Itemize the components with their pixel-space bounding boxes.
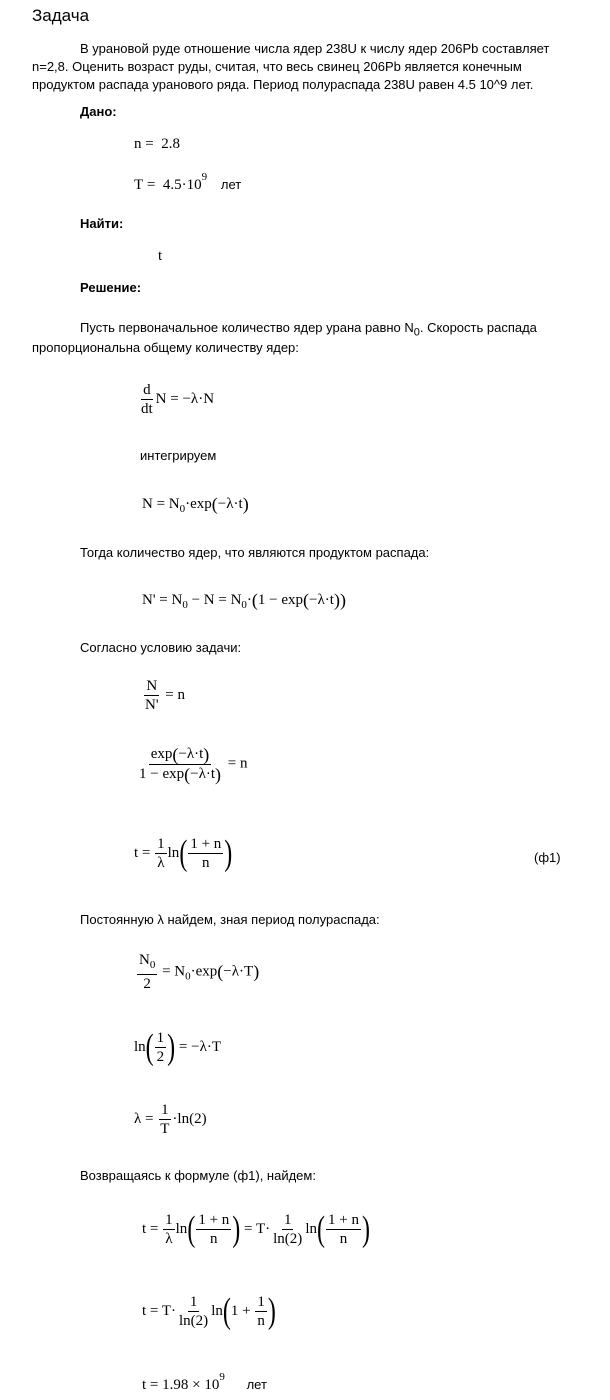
sub-zero: 0 bbox=[185, 970, 191, 983]
paren: )) bbox=[333, 590, 346, 610]
eq-rhs: = −λ·T bbox=[175, 1038, 222, 1055]
frac-num: 1 bbox=[156, 1030, 165, 1046]
eq-lhs: t = T· bbox=[142, 1302, 177, 1319]
lambda-text: Постоянную λ найдем, зная период полураспада: bbox=[80, 912, 380, 927]
frac-N-Np bbox=[143, 678, 161, 713]
eq-result bbox=[142, 1371, 267, 1394]
paren: ) bbox=[203, 744, 210, 765]
frac-den: n bbox=[257, 1313, 265, 1329]
frac-den: ln(2) bbox=[273, 1231, 303, 1247]
eq-ratio-exp bbox=[136, 744, 248, 785]
ln-fn: ln bbox=[167, 844, 180, 861]
eq-t-simplified bbox=[142, 1294, 276, 1329]
eq-ratio bbox=[142, 678, 185, 713]
frac-num: 1 + n bbox=[327, 1212, 359, 1228]
paren: ) bbox=[267, 1292, 276, 1331]
solution-intro-line2: пропорциональна общему количеству ядер: bbox=[32, 340, 299, 355]
frac-1-2 bbox=[155, 1030, 167, 1065]
exp-fn: ·exp bbox=[190, 963, 218, 980]
frac-1-T bbox=[158, 1102, 171, 1137]
integrate-label: интегрируем bbox=[140, 448, 217, 463]
paren: ) bbox=[215, 764, 222, 785]
frac-1-lambda bbox=[163, 1212, 175, 1247]
frac-den bbox=[137, 765, 223, 783]
page-title: Задача bbox=[32, 6, 90, 25]
paren: ( bbox=[303, 590, 310, 610]
frac-den: T bbox=[160, 1121, 170, 1137]
frac-num: d bbox=[143, 382, 151, 398]
given-T-mantissa: 4.5·10 bbox=[162, 177, 202, 193]
frac-N0-2 bbox=[137, 952, 157, 992]
intro-text-2: . Скорость распада bbox=[419, 320, 537, 335]
exp-fn: exp bbox=[150, 746, 173, 762]
frac-1pn-n bbox=[326, 1212, 361, 1247]
eq-half-life bbox=[136, 952, 259, 992]
paren: ( bbox=[179, 834, 188, 873]
given-n: n = 2.8 bbox=[134, 136, 180, 152]
eq-rhs: = n bbox=[161, 686, 186, 703]
eq-lambda bbox=[134, 1102, 207, 1137]
frac-num: $N_0$ bbox=[137, 952, 157, 975]
frac-den: 2 bbox=[143, 976, 151, 992]
f1-label: (ф1) bbox=[534, 850, 561, 865]
eq-rhs: N = −λ·N bbox=[155, 390, 215, 407]
frac-1-ln2 bbox=[177, 1294, 210, 1329]
paren: ( bbox=[251, 590, 258, 610]
frac-den: n bbox=[210, 1231, 218, 1247]
eq-lhs: N = N bbox=[142, 495, 180, 512]
eq-product: $N' = N_0 - N = N_0\cdot(1 - \exp(-\lambda\cdot t))$ bbox=[142, 590, 346, 611]
eq-lhs: N' = N bbox=[142, 591, 183, 608]
ln-fn: ln bbox=[211, 1302, 223, 1319]
eq-decay-law bbox=[142, 494, 249, 515]
eq-lhs: t = bbox=[134, 844, 151, 861]
exp-fn: ·exp bbox=[185, 495, 212, 512]
frac-den: n bbox=[339, 1231, 348, 1247]
given-T-lhs: T bbox=[134, 177, 144, 193]
find-var: t bbox=[158, 248, 163, 264]
paren: ( bbox=[211, 494, 218, 514]
given-n-lhs: n bbox=[134, 136, 142, 152]
intro-sub: 0 bbox=[413, 326, 420, 339]
eq-rhs: = n bbox=[224, 755, 248, 772]
paren: ) bbox=[242, 494, 249, 514]
given-heading: Дано: bbox=[80, 104, 117, 119]
given-T-exponent: 9 bbox=[201, 171, 208, 183]
result-mantissa: t = 1.98 × 10 bbox=[142, 1377, 220, 1393]
ln-fn: ln bbox=[305, 1220, 317, 1237]
paren: ) bbox=[167, 1028, 176, 1067]
frac-1-lambda bbox=[155, 836, 167, 871]
frac-1-n bbox=[255, 1294, 267, 1329]
paren: ) bbox=[361, 1210, 370, 1249]
frac-den: λ bbox=[157, 855, 165, 871]
return-text: Возвращаясь к формуле (ф1), найдем: bbox=[80, 1168, 316, 1183]
solution-intro bbox=[80, 320, 537, 339]
exp-arg: −λ·t bbox=[190, 765, 216, 782]
frac-1pn-n bbox=[188, 836, 223, 871]
sub-zero: 0 bbox=[179, 502, 186, 515]
frac-num: 1 bbox=[161, 1102, 169, 1118]
frac-num: 1 bbox=[283, 1212, 292, 1228]
paren: ( bbox=[172, 744, 179, 765]
frac-num: 1 bbox=[257, 1294, 265, 1310]
frac-num: 1 + n bbox=[190, 836, 222, 852]
eq-mid: = T· bbox=[240, 1220, 271, 1237]
frac-den: ln(2) bbox=[179, 1313, 209, 1329]
one-minus-exp: 1 − exp bbox=[139, 765, 185, 782]
frac-1pn-n bbox=[196, 1212, 231, 1247]
frac-den: n bbox=[202, 855, 210, 871]
paren: ( bbox=[217, 961, 224, 982]
paren: ( bbox=[222, 1292, 231, 1331]
paren: ( bbox=[316, 1210, 325, 1249]
exp-arg: −λ·t bbox=[178, 746, 204, 762]
problem-statement bbox=[32, 40, 580, 94]
exp-arg: −λ·T bbox=[223, 963, 254, 980]
eq-lhs: t = bbox=[142, 1220, 159, 1237]
frac-num: 1 bbox=[165, 1212, 173, 1228]
frac-1-ln2 bbox=[271, 1212, 304, 1247]
given-T: $T = 4.5\cdot 10^9$ лет bbox=[134, 171, 242, 193]
frac-d-dt bbox=[139, 382, 155, 417]
eq-f1 bbox=[134, 836, 232, 871]
paren: ) bbox=[253, 961, 260, 982]
frac-den: N' bbox=[145, 697, 159, 713]
exp-arg: −λ·t bbox=[217, 495, 243, 512]
ln-fn: ln bbox=[134, 1038, 146, 1055]
given-n-value: 2.8 bbox=[161, 136, 180, 152]
ln2-tail: ·ln(2) bbox=[172, 1110, 207, 1127]
frac-den: dt bbox=[141, 401, 153, 417]
eq-differential bbox=[138, 382, 214, 417]
frac-num: 1 bbox=[189, 1294, 198, 1310]
sub-zero: 0 bbox=[241, 598, 247, 611]
eq-rhs: = N bbox=[158, 963, 186, 980]
eq-t-expanded bbox=[142, 1212, 370, 1247]
eq-mid: − N = N bbox=[187, 591, 242, 608]
paren: ( bbox=[145, 1028, 154, 1067]
frac-num: 1 bbox=[157, 836, 165, 852]
sub-zero: 0 bbox=[182, 598, 188, 611]
one-minus-exp: 1 − exp bbox=[257, 591, 304, 608]
paren: ) bbox=[224, 834, 233, 873]
find-heading: Найти: bbox=[80, 216, 124, 231]
product-text: Тогда количество ядер, что являются продуктом распада: bbox=[80, 545, 430, 560]
ln-fn: ln bbox=[175, 1220, 188, 1237]
problem-text: В урановой руде отношение числа ядер 238U к числу ядер 206Pb составляет n=2,8. Оценить возраст руды, считая, что весь свинец 206Pb является конечным продуктом распада уранового ряда. Период полураспада 238U равен 4.5 10^9 лет. bbox=[32, 41, 550, 92]
frac-den: λ bbox=[165, 1231, 173, 1247]
one-plus: 1 + bbox=[230, 1302, 251, 1319]
paren: ) bbox=[232, 1210, 241, 1249]
frac-den: 2 bbox=[156, 1049, 165, 1065]
eq-ln-half bbox=[134, 1030, 221, 1065]
frac-num: 1 + n bbox=[198, 1212, 230, 1228]
paren: ( bbox=[184, 764, 191, 785]
frac-num: N bbox=[146, 678, 158, 694]
frac-num bbox=[149, 746, 212, 765]
sub-zero: 0 bbox=[149, 959, 156, 971]
frac-exp bbox=[137, 744, 223, 785]
condition-text: Согласно условию задачи: bbox=[80, 640, 242, 655]
paren: ( bbox=[187, 1210, 196, 1249]
result-unit: лет bbox=[246, 1377, 267, 1392]
intro-text-1: Пусть первоначальное количество ядер урана равно N bbox=[80, 320, 414, 335]
exp-arg: −λ·t bbox=[309, 591, 334, 608]
result-exponent: 9 bbox=[219, 1371, 225, 1383]
given-T-unit: лет bbox=[220, 177, 242, 192]
eq-lhs: λ = bbox=[134, 1110, 154, 1127]
solution-heading: Решение: bbox=[80, 280, 142, 295]
